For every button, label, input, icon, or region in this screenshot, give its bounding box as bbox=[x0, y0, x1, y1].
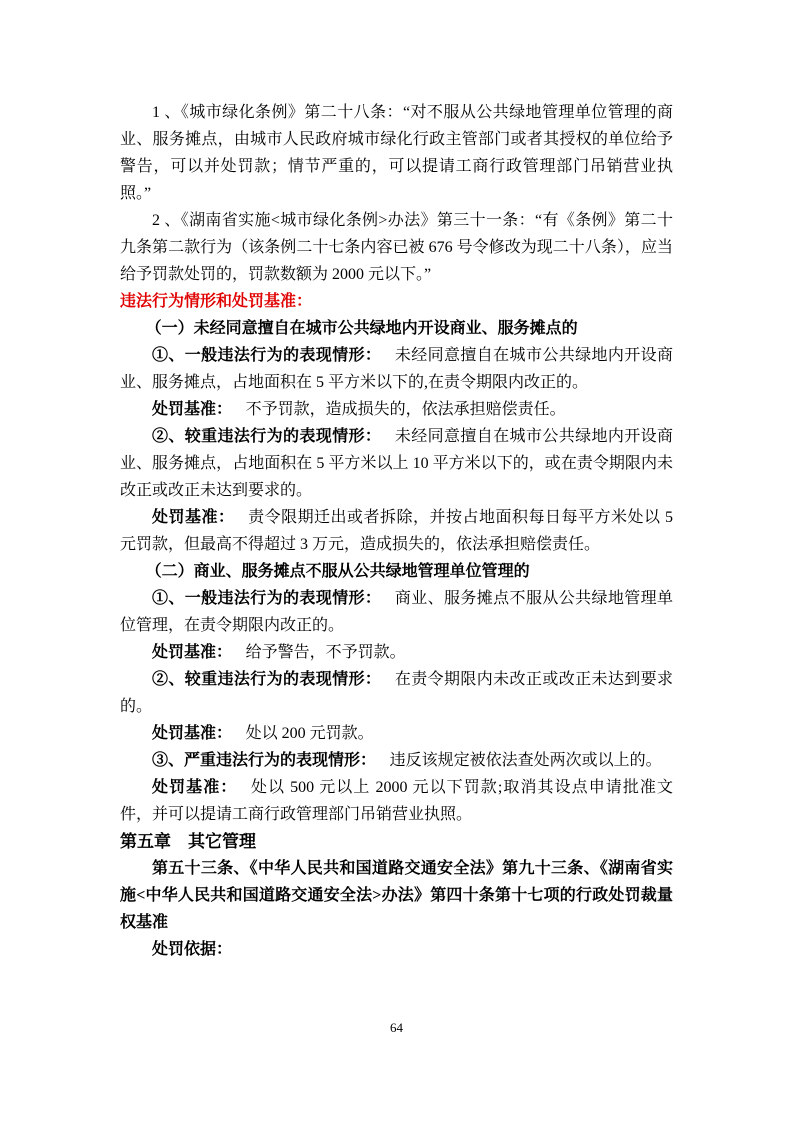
item-paragraph bbox=[120, 639, 673, 666]
paragraph-text: 未经同意擅自在城市公共绿地内开设商业、服务摊点，占地面积在 5 平方米以下的,在责令期限内改正的。 bbox=[120, 347, 673, 391]
paragraph-text: 处以 200 元罚款。 bbox=[245, 725, 374, 742]
paragraph-text: 第五十三条、《中华人民共和国道路交通安全法》第九十三条、《湖南省实施<中华人民共和国道路交通安全法>办法》第四十条第十七项的行政处罚裁量权基准 bbox=[120, 860, 673, 931]
paragraph-bold-prefix: 处罚基准： bbox=[152, 401, 233, 418]
paragraph-text: 未经同意擅自在城市公共绿地内开设商业、服务摊点，占地面积在 5 平方米以上 10 平方米以下的，或在责令期限内未改正或改正未达到要求的。 bbox=[120, 428, 673, 499]
paragraph-text: （一）未经同意擅自在城市公共绿地内开设商业、服务摊点的 bbox=[145, 320, 578, 337]
paragraph-text: 给予警告，不予罚款。 bbox=[245, 644, 406, 661]
paragraph-text: 处以 500 元以上 2000 元以下罚款;取消其设点申请批准文件，并可以提请工商行政管理部门吊销营业执照。 bbox=[120, 779, 673, 823]
item-paragraph bbox=[120, 342, 673, 396]
paragraph-text: 在责令期限内未改正或改正未达到要求的。 bbox=[120, 671, 673, 715]
paragraph-bold-prefix: ②、较重违法行为的表现情形： bbox=[152, 671, 382, 688]
paragraph-text: 商业、服务摊点不服从公共绿地管理单位管理，在责令期限内改正的。 bbox=[120, 590, 673, 634]
paragraph-text: 2 、《湖南省实施<城市绿化条例>办法》第三十一条：“有《条例》第二十九条第二款行为（该条例二十七条内容已被 676 号令修改为现二十八条），应当给予罚款处罚的，罚款数额为 2000 元以下。” bbox=[120, 212, 673, 283]
sub-heading bbox=[120, 315, 673, 342]
paragraph-bold-prefix: 处罚基准： bbox=[152, 779, 238, 796]
item-paragraph bbox=[120, 666, 673, 720]
paragraph-text: 不予罚款，造成损失的，依法承担赔偿责任。 bbox=[245, 401, 566, 418]
item-paragraph bbox=[120, 585, 673, 639]
paragraph-text: 第五章 其它管理 bbox=[120, 832, 256, 851]
sub-heading bbox=[120, 558, 673, 585]
paragraph-bold-prefix: ②、较重违法行为的表现情形： bbox=[152, 428, 382, 445]
item-paragraph bbox=[120, 720, 673, 747]
paragraph-text: 1 、《城市绿化条例》第二十八条：“对不服从公共绿地管理单位管理的商业、服务摊点，由城市人民政府城市绿化行政主管部门或者其授权的单位给予警告，可以并处罚款；情节严重的，可以提请工商行政管理部门吊销营业执照。” bbox=[120, 104, 673, 202]
paragraph-text: 违反该规定被依法查处两次或以上的。 bbox=[389, 752, 662, 769]
paragraph-bold-prefix: ③、严重违法行为的表现情形： bbox=[152, 752, 377, 769]
paragraph-bold-prefix: ①、一般违法行为的表现情形： bbox=[152, 347, 382, 364]
chapter-heading bbox=[120, 828, 673, 855]
paragraph-bold-prefix: 处罚基准： bbox=[152, 644, 233, 661]
paragraph-text: 违法行为情形和处罚基准： bbox=[120, 293, 313, 310]
paragraph-bold-prefix: 处罚基准： bbox=[152, 725, 233, 742]
item-paragraph bbox=[120, 936, 673, 963]
item-paragraph bbox=[120, 747, 673, 774]
paragraph bbox=[120, 855, 673, 936]
paragraph-text: 责令限期迁出或者拆除，并按占地面积每日每平方米处以 5 元罚款，但最高不得超过 3 万元，造成损失的，依法承担赔偿责任。 bbox=[120, 509, 673, 553]
paragraph bbox=[120, 99, 673, 207]
paragraph-bold-prefix: 处罚依据： bbox=[152, 941, 233, 958]
paragraph-bold-prefix: ①、一般违法行为的表现情形： bbox=[152, 590, 382, 607]
item-paragraph bbox=[120, 423, 673, 504]
paragraph-text: （二）商业、服务摊点不服从公共绿地管理单位管理的 bbox=[145, 563, 530, 580]
page-number: 64 bbox=[390, 1020, 403, 1035]
document-content bbox=[120, 99, 673, 963]
paragraph-bold-prefix: 处罚基准： bbox=[152, 509, 235, 526]
item-paragraph bbox=[120, 504, 673, 558]
item-paragraph bbox=[120, 396, 673, 423]
paragraph bbox=[120, 207, 673, 288]
item-paragraph bbox=[120, 774, 673, 828]
section-red-heading bbox=[120, 288, 673, 315]
